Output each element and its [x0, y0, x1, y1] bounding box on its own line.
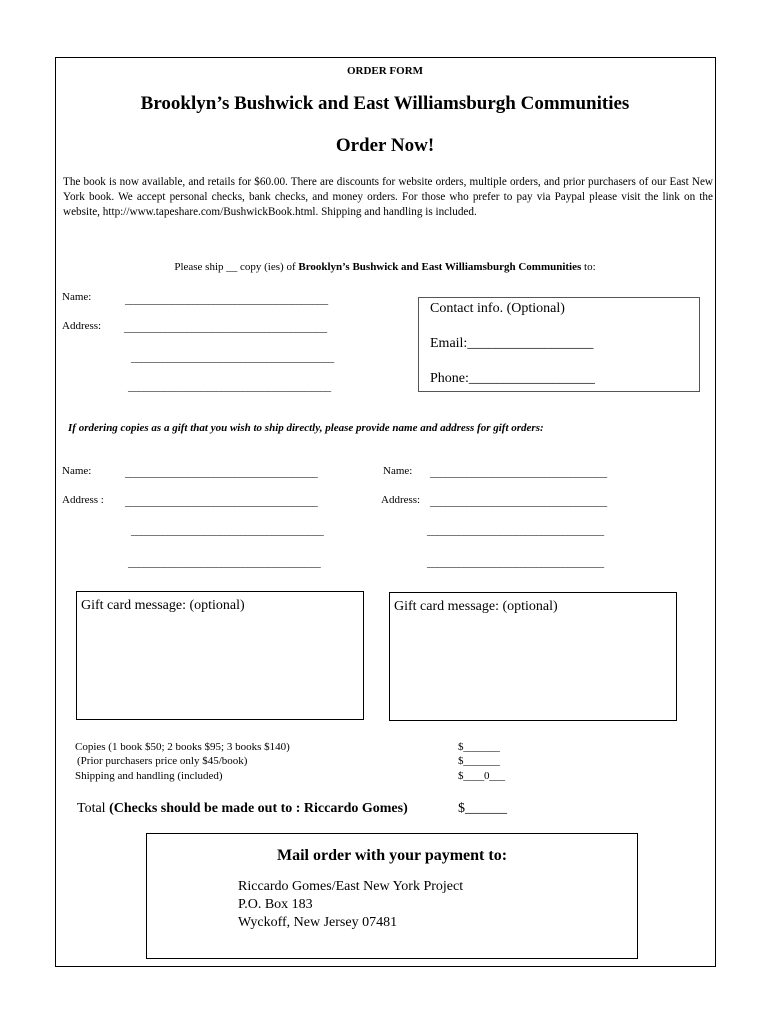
gift-name-label-right: Name: — [383, 465, 413, 477]
gift-address-field-left-1[interactable]: _____________________________________ — [125, 496, 318, 508]
address-field-1[interactable]: _______________________________________ — [124, 322, 327, 334]
name-field[interactable]: _______________________________________ — [125, 294, 328, 306]
name-label: Name: — [62, 291, 92, 303]
ship-suffix: to: — [581, 261, 596, 273]
phone-field[interactable]: Phone:__________________ — [430, 371, 595, 386]
copies-amount-field[interactable]: $_______ — [458, 741, 500, 753]
gift-address-field-right-2[interactable]: __________________________________ — [427, 525, 604, 537]
gift-address-label-right: Address: — [381, 494, 421, 506]
gift-name-field-right[interactable]: __________________________________ — [430, 467, 607, 479]
order-now-heading: Order Now! — [335, 135, 435, 156]
address-field-3[interactable]: _______________________________________ — [128, 381, 331, 393]
gift-instructions: If ordering copies as a gift that you wish to ship directly, please provide name and address for gift orders: — [68, 422, 544, 434]
address-field-2[interactable]: _______________________________________ — [131, 352, 334, 364]
mail-heading: Mail order with your payment to: — [276, 847, 508, 864]
address-label: Address: — [62, 320, 102, 332]
contact-title: Contact info. (Optional) — [430, 301, 565, 316]
gift-address-field-right-3[interactable]: __________________________________ — [427, 557, 604, 569]
shipping-amount-field[interactable]: $____0___ — [458, 770, 505, 782]
form-label: ORDER FORM — [346, 65, 424, 77]
mail-address-line-1: Riccardo Gomes/East New York Project — [238, 879, 464, 894]
total-label: Total — [77, 801, 110, 816]
prior-price-text: (Prior purchasers price only $45/book) — [77, 755, 248, 767]
book-title: Brooklyn’s Bushwick and East Williamsburgh Communities — [140, 93, 630, 114]
gift-card-label-left: Gift card message: (optional) — [81, 598, 245, 613]
intro-paragraph: The book is now available, and retails for $60.00. There are discounts for website orders, multiple orders, and prior purchasers of our East New York book. We accept personal checks, bank checks, and money orders. For those who prefer to pay via Paypal please visit the link on the website, http://www.tapeshare.com/BushwickBook.html. Shipping and handling is included. — [63, 176, 713, 218]
mail-order-box — [146, 833, 638, 959]
gift-address-field-left-3[interactable]: _____________________________________ — [128, 557, 321, 569]
gift-card-message-box-right[interactable] — [389, 592, 677, 721]
gift-name-label-left: Name: — [62, 465, 92, 477]
gift-address-field-left-2[interactable]: _____________________________________ — [131, 525, 324, 537]
total-amount-field[interactable]: $______ — [458, 801, 507, 816]
prior-amount-field[interactable]: $_______ — [458, 755, 500, 767]
gift-name-field-left[interactable]: _____________________________________ — [125, 467, 318, 479]
email-field[interactable]: Email:__________________ — [430, 336, 594, 351]
gift-card-message-box-left[interactable] — [76, 591, 364, 720]
shipping-text: Shipping and handling (included) — [75, 770, 223, 782]
total-row — [77, 801, 408, 817]
gift-address-field-right-1[interactable]: __________________________________ — [430, 496, 607, 508]
copies-price-text: Copies (1 book $50; 2 books $95; 3 books $140) — [75, 741, 290, 753]
contact-info-box — [418, 297, 700, 392]
ship-book-title: Brooklyn’s Bushwick and East Williamsburgh Communities — [298, 261, 582, 273]
mail-address-line-2: P.O. Box 183 — [238, 897, 313, 912]
gift-address-label-left: Address : — [62, 494, 104, 506]
total-checks-note: (Checks should be made out to : Riccardo Gomes) — [109, 801, 408, 816]
ship-prefix: Please ship __ copy (ies) of — [174, 261, 299, 273]
ship-instruction — [0, 261, 770, 273]
gift-card-label-right: Gift card message: (optional) — [394, 599, 558, 614]
mail-address-line-3: Wyckoff, New Jersey 07481 — [238, 915, 398, 930]
